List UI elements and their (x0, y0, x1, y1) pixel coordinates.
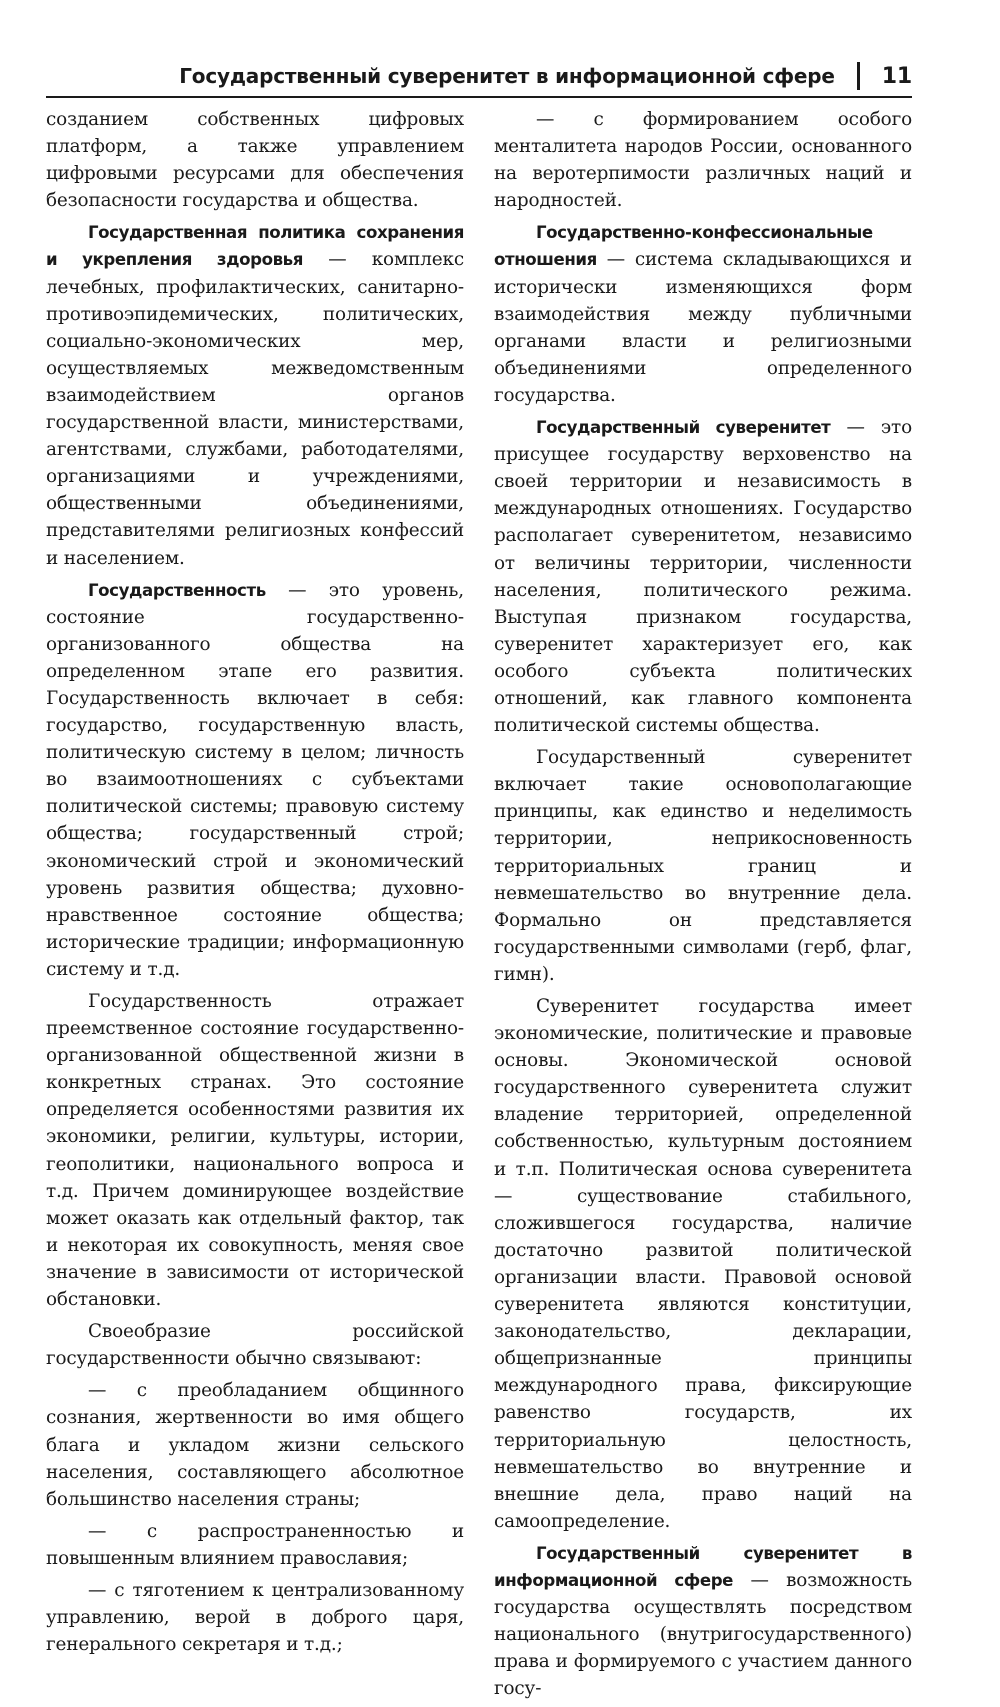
definition-paragraph (46, 577, 464, 983)
definition-text: — комплекс лечебных, профилактических, санитарно-противоэпидемических, политических, социально-экономических мер, осуществляемых межведомственным взаимодействием органов государственной власти, министерствами, агентствами, службами, работодателями, организациями и учреждениями, общественными объединениями, представителями религиозных конфессий и населением. (46, 249, 464, 569)
paragraph: Суверенитет государства имеет экономические, политические и правовые основы. Экономической основой государственного суверенитета служит владение территорией, определенной собственностью, культурным достоянием и т.п. Политическая основа суверенитета — существование стабильного, сложившегося государства, наличие достаточно развитой политической организации власти. Правовой основой суверенитета являются конституции, законодательство, декларации, общепризнанные принципы международного права, фиксирующие равенство государств, их территориальную целостность, невмешательство во внутренние и внешние дела, право наций на самоопределение. (494, 996, 912, 1532)
definition-text: — возможность государства осуществлять посредством национального (внутригосударственного) права и формируемого с участием данного госу- (494, 1569, 912, 1700)
defined-term: Государственная политика сохранения и укрепления здоровья (46, 223, 464, 270)
list-item: — с формированием особого менталитета народов России, основанного на веротерпимости различных наций и народностей. (494, 109, 912, 212)
header-rule (46, 96, 912, 98)
paragraph: Своеобразие российской государственности обычно связывают: (46, 1321, 464, 1370)
running-title: Государственный суверенитет в информационной сфере (179, 64, 835, 88)
list-item: — с преобладанием общинного сознания, жертвенности во имя общего блага и укладом жизни сельского населения, составляющего абсолютное большинство населения страны; (46, 1380, 464, 1510)
list-item: — с распространенностью и повышенным влиянием православия; (46, 1520, 464, 1569)
definition-text: — это присущее государству верховенство на своей территории и независимость в международных отношениях. Государство располагает суверенитетом, независимо от величины территории, численности населения, политического режима. Выступая признаком государства, суверенитет характеризует его, как особого субъекта политических отношений, как главного компонента политической системы общества. (494, 417, 912, 737)
paragraph: Государственный суверенитет включает такие основополагающие принципы, как единство и неделимость территории, неприкосновенность территориальных границ и невмешательство во внутренние дела. Формально он представляется государственными символами (герб, флаг, гимн). (494, 747, 912, 985)
defined-term: Государственный суверенитет в информационной сфере (494, 1543, 912, 1590)
defined-term: Государственный суверенитет (536, 418, 831, 438)
list-item: — с тяготением к централизованному управлению, верой в доброго царя, генерального секретаря и т.д.; (46, 1579, 464, 1656)
page-number: 11 (881, 63, 912, 89)
definition-text: — это уровень, состояние государственно-организованного общества на определенном этапе его развития. Государственность включает в себя: государство, государственную власть, политическую систему в целом; личность во взаимоотношениях с субъектами политической системы; правовую систему общества; государственный строй; экономический строй и экономический уровень развития общества; духовно-нравственное состояние общества; исторические традиции; информационную систему и т.д. (46, 579, 464, 980)
defined-term: Государственно-конфессиональные отношения (494, 223, 873, 270)
defined-term: Государственность (88, 580, 266, 600)
header-separator-bar (857, 62, 860, 90)
definition-paragraph (46, 219, 464, 571)
paragraph: созданием собственных цифровых платформ, а также управлением цифровыми ресурсами для обеспечения безопасности государства и общества. (46, 109, 464, 212)
definition-paragraph (494, 414, 912, 739)
running-header (46, 58, 912, 94)
paragraph: Государственность отражает преемственное состояние государственно-организованной общественной жизни в конкретных странах. Это состояние определяется особенностями развития их экономики, религии, культуры, истории, геополитики, национального вопроса и т.д. Причем доминирующее воздействие может оказать как отдельный фактор, так и некоторая их совокупность, меняя свое значение в зависимости от исторической обстановки. (46, 991, 464, 1311)
right-column (494, 106, 912, 1707)
left-column (46, 106, 464, 1663)
definition-paragraph (494, 1540, 912, 1703)
definition-paragraph (494, 219, 912, 409)
definition-text: — система складывающихся и исторически изменяющихся форм взаимодействия между публичными органами власти и религиозными объединениями определенного государства. (494, 249, 912, 406)
